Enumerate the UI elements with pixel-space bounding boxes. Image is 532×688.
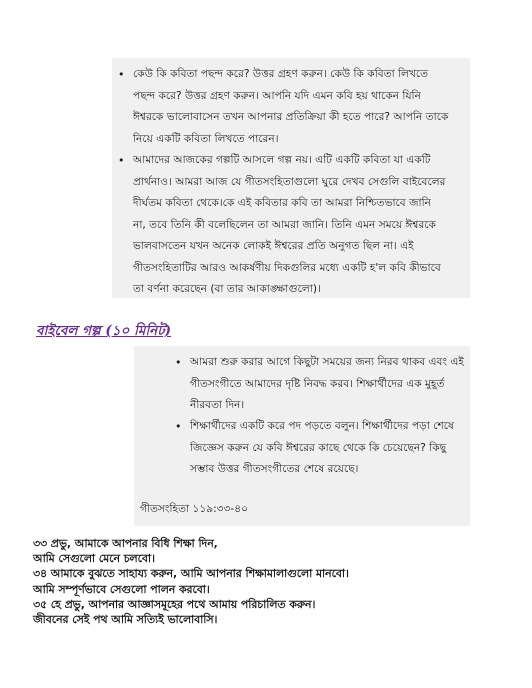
bullet-line: পছন্দ করে? উত্তর গ্রহণ করুন। আপনি যদি এমন কবি হয় থাকেন যিনি bbox=[133, 89, 421, 102]
bullet-dot: • bbox=[118, 154, 125, 167]
bullet-line: নিয়ে একটি কবিতা লিখতে পারেন। bbox=[133, 132, 279, 145]
quote-line: ৩৫ হে প্রভু, আপনার আজ্ঞাসমূহের পথে আমায় পরিচালিত করুন। bbox=[33, 597, 316, 611]
bullet-line: গীতসংগীতে আমাদের দৃষ্টি নিবদ্ধ করব। শিক্ষার্থীদের এক মুহূর্ত bbox=[190, 377, 445, 390]
quote-line: জীবনের সেই পথ আমি সত্যিই ভালোবাসি। bbox=[33, 613, 218, 627]
bullet-dot: • bbox=[175, 356, 182, 369]
bullet-line: ভালবাসতেন যখন অনেক লোকই ঈশ্বরের প্রতি অনুগত ছিল না। এই bbox=[133, 240, 414, 252]
section-heading: বাইবেল গল্প (১০ মিনিট) bbox=[36, 323, 171, 339]
bullet-line: সম্ভাব উত্তর গীতসংগীতের শেষে রয়েছে। bbox=[190, 463, 359, 475]
bullet-story-intro bbox=[118, 150, 446, 301]
scripture-quote bbox=[33, 536, 349, 627]
bullet-line: জিজ্ঞেস করুন যে কবি ঈশ্বরের কাছে থেকে কি চেয়েছেন? কিছু bbox=[190, 441, 447, 454]
quote-line: আমি সম্পূর্ণভাবে সেগুলো পালন করবো। bbox=[33, 582, 210, 596]
bullet-line: নীরবতা দিন। bbox=[190, 399, 245, 411]
bullet-poetry-question bbox=[118, 64, 449, 150]
bullet-dot: • bbox=[118, 68, 125, 81]
bullet-line: না, তবে তিনি কী বলেছিলেন তা আমরা জানি। তিনি এমন সময়ে ঈশ্বরকে bbox=[133, 218, 436, 231]
bullet-line: গীতসংহিতাটির আরও আকর্ষণীয় দিকগুলির মধ্যে একটি হ'ল কবি কীভাবে bbox=[133, 261, 441, 274]
quote-line: ৩৪ আমাকে বুঝতে সাহায্য করুন, আমি আপনার শিক্ষামালাগুলো মানবো। bbox=[33, 567, 349, 581]
bullet-line: শিক্ষার্থীদের একটি করে পদ পড়তে বলুন। শিক্ষার্থীদের পড়া শেষে bbox=[190, 420, 454, 432]
bullet-line: দীর্ঘতম কবিতা থেকে।কে এই কবিতার কবি তা আমরা নিশ্চিতভাবে জানি bbox=[133, 197, 431, 209]
scripture-reference: গীতসংহিতা ১১৯:৩৩-৪০ bbox=[140, 503, 249, 515]
bullet-line: তা বর্ণনা করেছেন (বা তার আকাঙ্ক্ষাগুলো)। bbox=[133, 283, 321, 295]
bullet-dot: • bbox=[175, 420, 182, 433]
bullet-line: কেউ কি কবিতা পছন্দ করে? উত্তর গ্রহণ করুন। কেউ কি কবিতা লিখতে bbox=[133, 68, 429, 80]
bullet-line: আমাদের আজকের গল্পটি আসলে গল্প নয়। এটি একটি কবিতা যা একটি bbox=[133, 154, 431, 166]
bullet-line: প্রার্থনাও। আমরা আজ যে গীতসংহিতাগুলো ঘুরে দেখব সেগুলি বাইবেলের bbox=[133, 175, 446, 188]
quote-line: ৩৩ প্রভু, আমাকে আপনার বিধি শিক্ষা দিন, bbox=[33, 537, 218, 550]
bullet-silence bbox=[175, 352, 464, 417]
quote-line: আমি সেগুলো মেনে চলবো। bbox=[33, 552, 155, 566]
bullet-line: ঈশ্বরকে ভালোবাসেন তখন আপনার প্রতিক্রিয়া কী হতে পারে? আপনি তাকে bbox=[133, 111, 449, 123]
bullet-reading bbox=[175, 416, 454, 481]
bullet-line: আমরা শুরু করার আগে কিছুটা সময়ের জন্য নিরব থাকব এবং এই bbox=[190, 356, 464, 368]
